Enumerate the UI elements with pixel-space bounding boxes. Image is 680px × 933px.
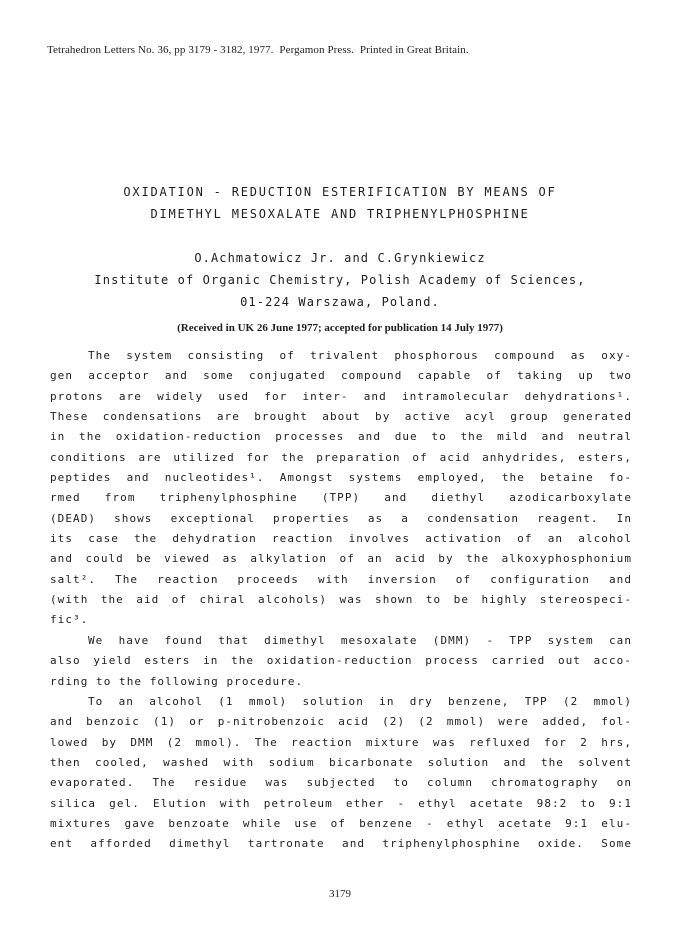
body-line: mixtures gave benzoate while use of benzene - ethyl acetate 9:1 elu- xyxy=(50,816,632,830)
authors: O.Achmatowicz Jr. and C.Grynkiewicz xyxy=(194,251,486,265)
body-line: evaporated. The residue was subjected to column chromatography on xyxy=(50,776,632,790)
body-line: and benzoic (1) or p-nitrobenzoic acid (2) (2 mmol) were added, fol- xyxy=(50,715,632,729)
body-line: also yield esters in the oxidation-reduction process carried out acco- xyxy=(50,654,632,668)
body-line: We have found that dimethyl mesoxalate (DMM) - TPP system can xyxy=(88,633,632,647)
body-line: To an alcohol (1 mmol) solution in dry benzene, TPP (2 mmol) xyxy=(88,694,632,708)
body-line: gen acceptor and some conjugated compound capable of taking up two xyxy=(50,369,632,383)
body-line: rmed from triphenylphosphine (TPP) and diethyl azodicarboxylate xyxy=(50,491,632,505)
printed-in: Printed in Great Britain. xyxy=(359,44,469,56)
affiliation-line-1: Institute of Organic Chemistry, Polish Academy of Sciences, xyxy=(94,273,586,287)
body-line: its case the dehydration reaction involves activation of an alcohol xyxy=(50,532,632,546)
body-line: salt². The reaction proceeds with inversion of configuration and xyxy=(50,572,632,586)
body-line: peptides and nucleotides¹. Amongst systems employed, the betaine fo- xyxy=(50,471,632,485)
affiliation-line-2: 01-224 Warszawa, Poland. xyxy=(240,295,440,309)
body-line: ent afforded dimethyl tartronate and triphenylphosphine oxide. Some xyxy=(50,837,632,851)
body-line: then cooled, washed with sodium bicarbonate solution and the solvent xyxy=(50,755,632,769)
running-header xyxy=(47,44,472,56)
page-number: 3179 xyxy=(329,888,351,900)
body-line: fic³. xyxy=(50,613,89,627)
body-line: conditions are utilized for the preparation of acid anhydrides, esters, xyxy=(50,450,632,464)
article-title-line-1: OXIDATION - REDUCTION ESTERIFICATION BY MEANS OF xyxy=(123,185,557,199)
received-note: (Received in UK 26 June 1977; accepted for publication 14 July 1977) xyxy=(177,322,503,334)
body-line: and could be viewed as alkylation of an acid by the alkoxyphosphonium xyxy=(50,552,632,566)
article-title-line-2: DIMETHYL MESOXALATE AND TRIPHENYLPHOSPHINE xyxy=(150,207,530,221)
body-line: (with the aid of chiral alcohols) was shown to be highly stereospeci- xyxy=(50,593,632,607)
article-body xyxy=(50,346,632,855)
body-line: (DEAD) shows exceptional properties as a condensation reagent. In xyxy=(50,511,632,525)
body-line: lowed by DMM (2 mmol). The reaction mixture was refluxed for 2 hrs, xyxy=(50,735,632,749)
body-line: The system consisting of trivalent phosphorous compound as oxy- xyxy=(88,349,632,362)
body-line: rding to the following procedure. xyxy=(50,674,304,688)
journal-citation: Tetrahedron Letters No. 36, pp 3179 - 3182, 1977. xyxy=(47,44,274,56)
body-line: silica gel. Elution with petroleum ether - ethyl acetate 98:2 to 9:1 xyxy=(50,796,632,810)
publisher: Pergamon Press. xyxy=(279,44,355,56)
body-line: in the oxidation-reduction processes and due to the mild and neutral xyxy=(50,430,632,444)
body-line: These condensations are brought about by active acyl group generated xyxy=(50,410,632,424)
body-line: protons are widely used for inter- and intramolecular dehydrations¹. xyxy=(50,389,632,403)
